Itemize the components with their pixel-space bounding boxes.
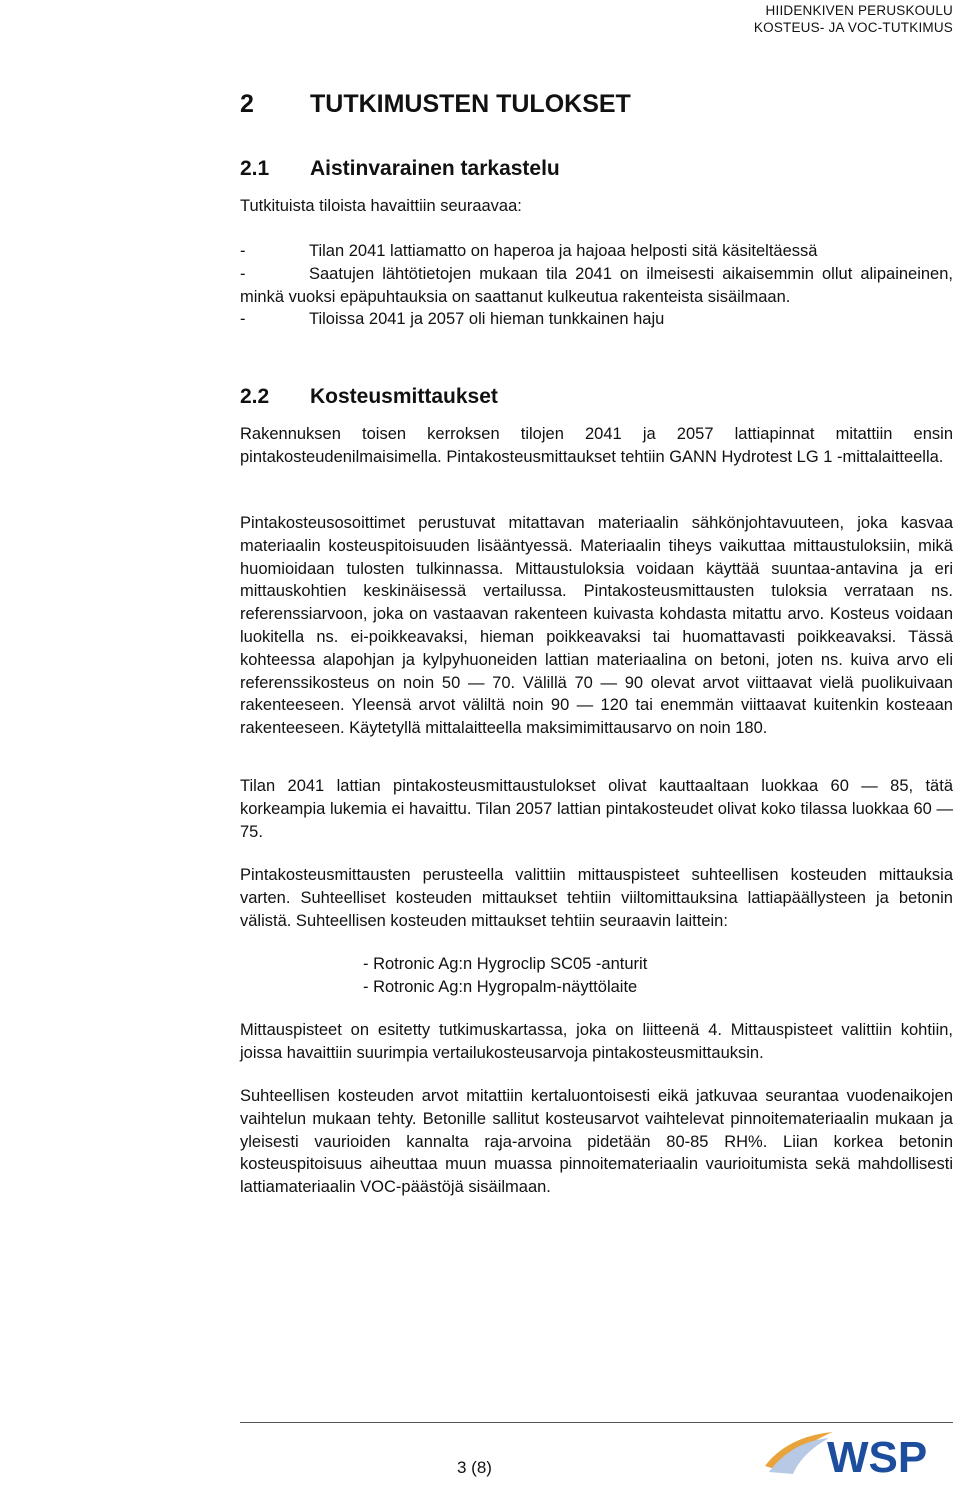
list-item: - Tilan 2041 lattiamatto on haperoa ja hajoaa helposti sitä käsiteltäessä (240, 242, 818, 260)
section-heading (240, 90, 631, 119)
wsp-logo (763, 1428, 953, 1476)
paragraph: Mittauspisteet on esitetty tutkimuskartassa, joka on liitteenä 4. Mittauspisteet valittiin kohtiin, joissa havaittiin suurimpia vertailukosteusarvoja pintakosteusmittauksin. (240, 1021, 953, 1062)
intro-paragraph: Tutkituista tiloista havaittiin seuraavaa: (240, 197, 522, 215)
logo-swoosh (765, 1432, 833, 1474)
list-item-text: Saatujen lähtötietojen mukaan tila 2041 on ilmeisesti aikaisemmin ollut alipaineinen, minkä vuoksi epäpuhtauksia on saattanut kulkeutua rakenteista sisäilmaan. (240, 264, 953, 306)
list-item: - Saatujen lähtötietojen mukaan tila 2041 on ilmeisesti aikaisemmin ollut alipaineinen, minkä vuoksi epäpuhtauksia on saattanut kulkeutua rakenteista sisäilmaan. (240, 263, 953, 309)
paragraph: Suhteellisen kosteuden arvot mitattiin kertaluontoisesti eikä jatkuvaa seurantaa vuodenaikojen vaihtelun mukaan tehty. Betonille sallitut kosteusarvot vaihtelevat pinnoitemateriaalin mukaan ja yleisesti vaurioiden kannalta raja-arvoina pidetään 80-85 RH%. Liian korkea betonin kosteuspitoisuus aiheuttaa muun muassa pinnoitemateriaalin vaurioitumista sekä mahdollisesti lattiamateriaalin VOC-päästöjä sisäilmaan. (240, 1087, 953, 1197)
subsection-number: 2.2 (240, 385, 270, 408)
header-project: HIIDENKIVEN PERUSKOULU (765, 3, 953, 18)
header-subtitle: KOSTEUS- JA VOC-TUTKIMUS (753, 20, 953, 35)
logo-wordmark: WSP (827, 1433, 928, 1476)
paragraph: Rakennuksen toisen kerroksen tilojen 2041 ja 2057 lattiapinnat mitattiin ensin pintakosteudenilmaisimella. Pintakosteusmittaukset tehtiin GANN Hydrotest LG 1 -mittalaitteella. (240, 425, 953, 466)
footer-divider (240, 1422, 953, 1423)
list-item: - Rotronic Ag:n Hygroclip SC05 -anturit (363, 955, 648, 973)
subsection-title: Kosteusmittaukset (310, 385, 498, 408)
subsection-title: Aistinvarainen tarkastelu (310, 157, 560, 180)
list-item: - Tiloissa 2041 ja 2057 oli hieman tunkkainen haju (240, 310, 665, 329)
device-list (363, 953, 647, 999)
paragraph: Pintakosteusosoittimet perustuvat mitattavan materiaalin sähkönjohtavuuteen, joka kasvaa materiaalin kosteuspitoisuuden lisääntyessä. Materiaalin tiheys vaikuttaa mittaustuloksiin, mikä huomioidaan tulosten tulkinnassa. Mittaustuloksia voidaan käyttää suuntaa-antavina ja eri mittauskohtien keskinäisessä vertailussa. Pintakosteusmittausten tuloksia verrataan ns. referenssiarvoon, joka on vastaavan rakenteen kuivasta kohdasta mitattu arvo. Kosteus voidaan luokitella ns. ei-poikkeavaksi, hieman poikkeavaksi tai huomattavasti poikkeavaksi. Tässä kohteessa alapohjan ja kylpyhuoneiden lattian materiaalina on betoni, joten ns. kuiva arvo eli referenssikosteus on noin 50 — 70. Välillä 70 — 90 olevat arvot viittaavat vielä puolikuivaan rakenteeseen. Yleensä arvot väliltä noin 90 — 120 tai enemmän viittaavat kuitenkin kosteaan rakenteeseen. Käytetyllä mittalaitteella maksimimittausarvo on noin 180. (240, 514, 953, 738)
section-title: TUTKIMUSTEN TULOKSET (310, 90, 631, 118)
subsection-number: 2.1 (240, 157, 270, 180)
observation-list (240, 240, 953, 331)
page-number: 3 (8) (457, 1458, 492, 1477)
paragraph: Pintakosteusmittausten perusteella valittiin mittauspisteet suhteellisen kosteuden mittauksia varten. Suhteelliset kosteuden mittaukset tehtiin viiltomittauksina lattiapäällysteen ja betonin välistä. Suhteellisen kosteuden mittaukset tehtiin seuraavin laittein: (240, 866, 953, 930)
paragraph: Tilan 2041 lattian pintakosteusmittaustulokset olivat kauttaaltaan luokkaa 60 — 85, tätä korkeampia lukemia ei havaittu. Tilan 2057 lattian pintakosteudet olivat koko tilassa luokkaa 60 — 75. (240, 777, 953, 841)
list-item: - Rotronic Ag:n Hygropalm-näyttölaite (363, 977, 638, 996)
running-header (754, 2, 953, 36)
subsection-heading-1 (240, 157, 560, 181)
section-number: 2 (240, 90, 254, 118)
subsection-heading-2 (240, 385, 498, 409)
